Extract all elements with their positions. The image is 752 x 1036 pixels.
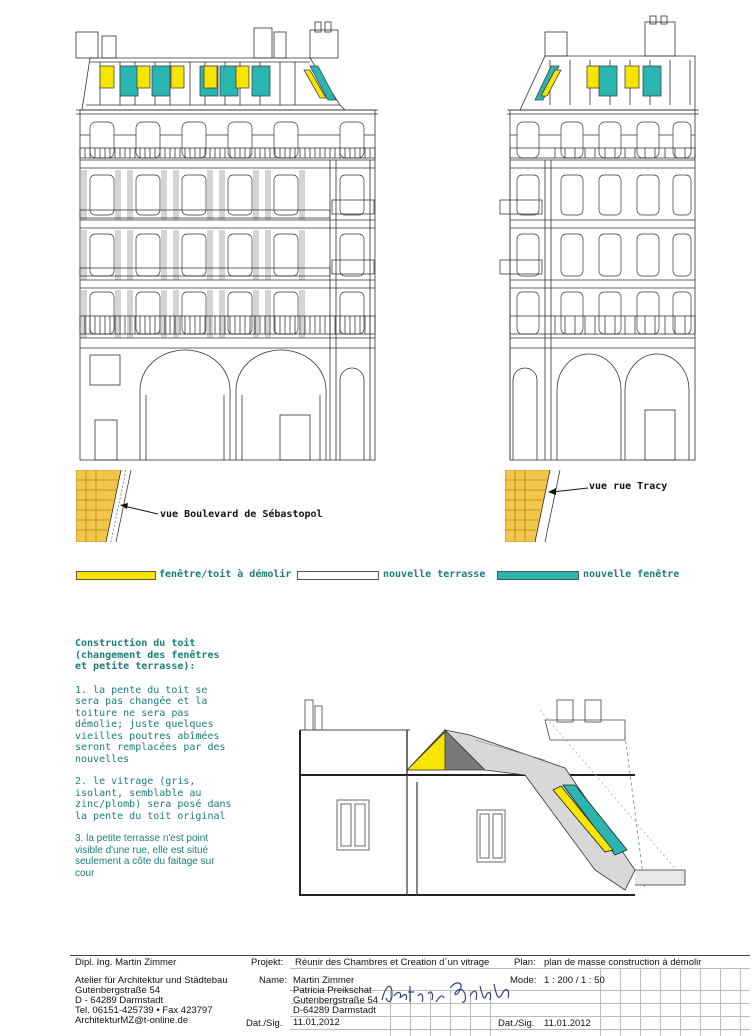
office-street: Gutenbergstraße 54	[75, 985, 161, 996]
notes-item-2: 2. le vitrage (gris, isolant, semblable au zinc/plomb) sera posé dans la pente du toit original	[75, 776, 232, 822]
roof-windows	[100, 66, 336, 100]
legend-label-demolish: fenêtre/toit à démolir	[159, 569, 292, 580]
legend-swatch-terrace	[297, 571, 379, 580]
projekt-label: Projekt:	[251, 957, 284, 968]
date-right: 11.01.2012	[544, 1018, 591, 1029]
office-city: D - 64289 Darmstadt	[75, 995, 164, 1006]
office-phone: Tel. 06151-425739 • Fax 423797	[75, 1005, 213, 1016]
chimney	[254, 28, 272, 58]
legend-label-new-window: nouvelle fenêtre	[583, 569, 680, 580]
demolish-roof-part	[407, 732, 445, 770]
legend-swatch-demolish	[76, 571, 156, 580]
name-line-3: Gutenbergstraße 54	[293, 995, 379, 1006]
ground-floor-arcade	[90, 350, 364, 460]
chimney	[76, 32, 98, 58]
plan-label: Plan:	[514, 957, 536, 968]
roof-section-drawing	[295, 690, 710, 902]
facade-rue-tracy	[495, 10, 705, 465]
name-line-4: D-64289 Darmstadt	[293, 1005, 376, 1016]
notes-item-1: 1. la pente du toit se sera pas changée et la toiture ne sera pas démolie; juste quelques vieilles poutres abîmées seront remplacées par des nouvelles	[75, 684, 226, 765]
date-left: 11.01.2012	[293, 1017, 340, 1028]
office-email: ArchitekturMZ@t-online.de	[75, 1015, 189, 1026]
balconies	[80, 148, 375, 334]
mode-label: Mode:	[510, 975, 537, 986]
legend-label-terrace: nouvelle terrasse	[383, 569, 486, 580]
roof-windows	[535, 66, 661, 100]
office-name: Atelier für Architektur und Städtebau	[75, 975, 228, 986]
legend-swatch-new-window	[497, 571, 579, 580]
plan-value: plan de masse construction à démolir	[544, 957, 702, 968]
date-label-right: Dat./Sig.	[498, 1018, 535, 1029]
site-plan-right	[505, 470, 575, 542]
name-label: Name:	[259, 975, 287, 986]
mode-value: 1 : 200 / 1 : 50	[544, 975, 605, 986]
signature	[378, 976, 518, 1012]
view-label-tracy: vue rue Tracy	[589, 481, 668, 492]
name-line-1: Martin Zimmer	[293, 975, 355, 986]
construction-notes	[75, 638, 235, 890]
notes-heading: Construction du toit (changement des fenêtres et petite terrasse):	[75, 638, 220, 672]
architect-name: Dipl. Ing. Martin Zimmer	[75, 957, 177, 968]
projekt-value: Réunir des Chambres et Creation d´un vitrage	[295, 957, 490, 968]
name-line-2: Patricia Preikschat	[293, 985, 372, 996]
view-arrow-left	[118, 500, 158, 520]
facade-boulevard-sebastopol	[40, 10, 380, 465]
facade-body	[80, 110, 375, 460]
view-arrow-right	[546, 482, 588, 498]
notes-item-3: 3. la petite terrasse n'est point visible d'une rue, elle est situé seulement a côte du faitage sur cour	[75, 833, 215, 879]
date-label-left: Dat./Sig.	[246, 1018, 283, 1029]
view-label-boulevard: vue Boulevard de Sébastopol	[160, 509, 323, 520]
